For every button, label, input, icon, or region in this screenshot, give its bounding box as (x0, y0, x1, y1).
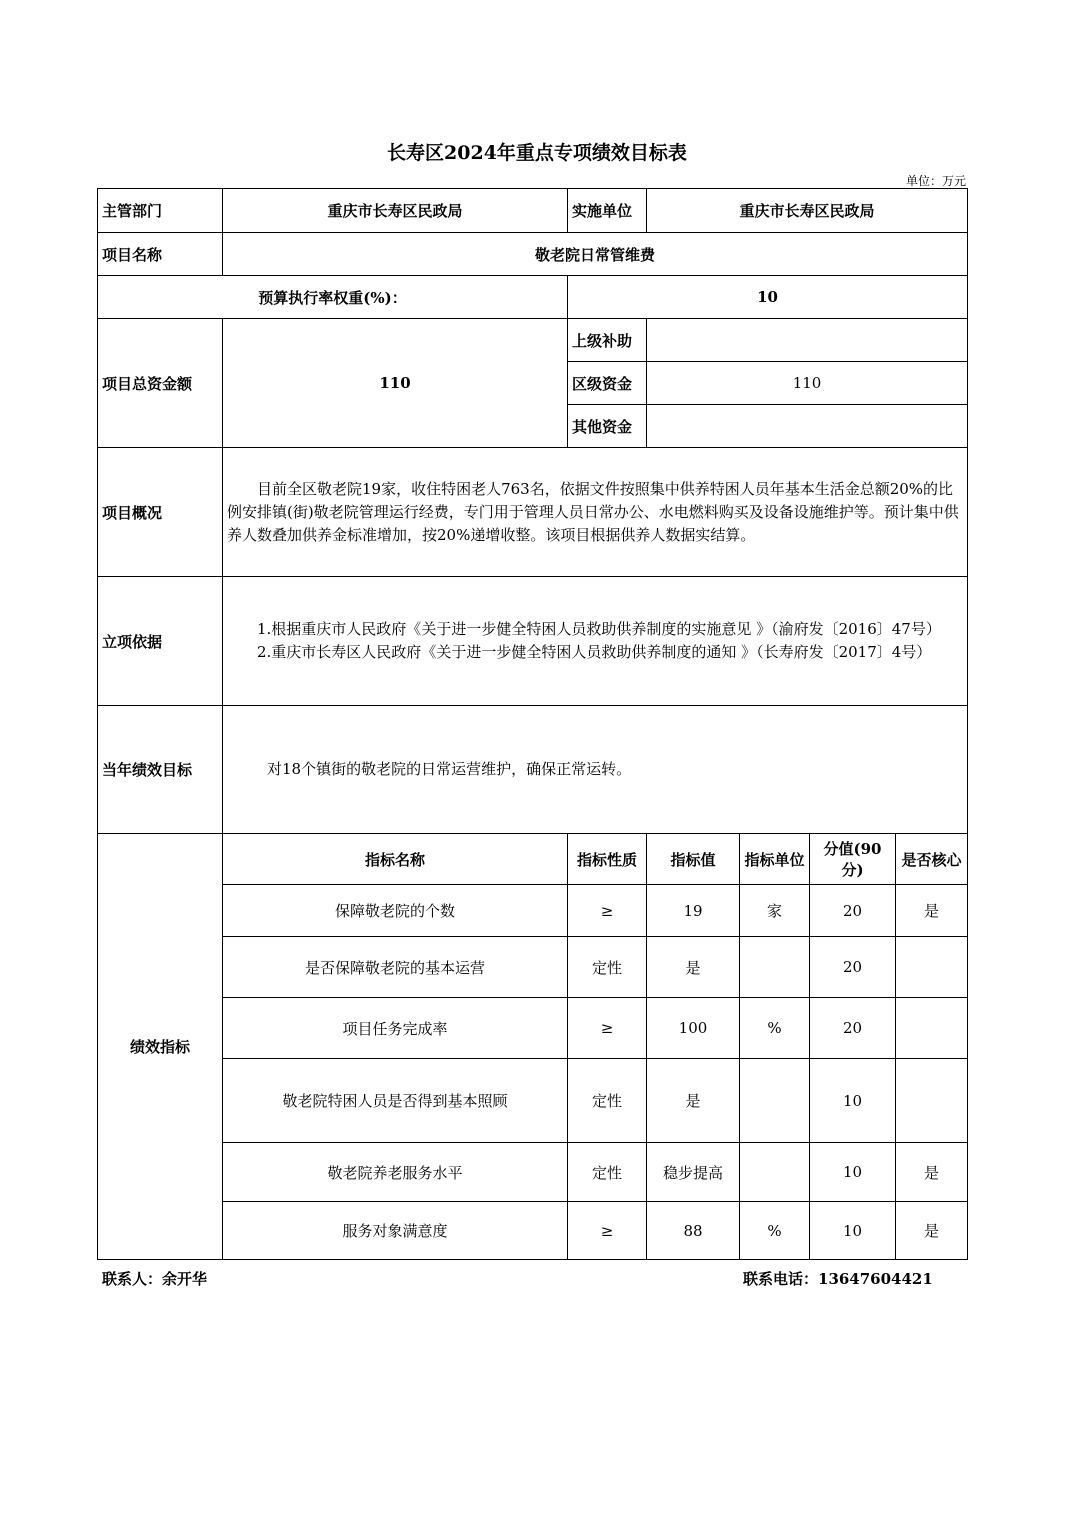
indicator-score: 10 (810, 1143, 896, 1202)
impl-value: 重庆市长寿区民政局 (647, 189, 968, 233)
budget-weight-value: 10 (568, 276, 968, 319)
indicator-nature: ≥ (568, 1202, 647, 1260)
goal-text: 对18个镇街的敬老院的日常运营维护，确保正常运转。 (223, 706, 968, 834)
indicator-unit (740, 1059, 810, 1143)
indicator-nature: ≥ (568, 998, 647, 1059)
overview-label: 项目概况 (98, 448, 223, 577)
indicator-unit: 家 (740, 885, 810, 937)
indicator-value: 19 (647, 885, 740, 937)
indicator-name: 服务对象满意度 (223, 1202, 568, 1260)
header-indicator-nature: 指标性质 (568, 834, 647, 885)
funds-total: 110 (223, 319, 568, 448)
page-title: 长寿区2024年重点专项绩效目标表 (387, 142, 687, 164)
indicator-value: 是 (647, 937, 740, 998)
header-indicator-value: 指标值 (647, 834, 740, 885)
indicator-core: 是 (896, 1202, 968, 1260)
header-indicator-score: 分值(90分) (810, 834, 896, 885)
header-indicator-name: 指标名称 (223, 834, 568, 885)
indicator-value: 88 (647, 1202, 740, 1260)
dept-value: 重庆市长寿区民政局 (223, 189, 568, 233)
basis-label: 立项依据 (98, 577, 223, 706)
indicator-nature: ≥ (568, 885, 647, 937)
indicator-value: 是 (647, 1059, 740, 1143)
indicator-name: 敬老院养老服务水平 (223, 1143, 568, 1202)
other-funds-label: 其他资金 (568, 405, 647, 448)
goal-label: 当年绩效目标 (98, 706, 223, 834)
indicator-unit (740, 937, 810, 998)
indicator-nature: 定性 (568, 1059, 647, 1143)
indicator-score: 20 (810, 937, 896, 998)
upper-funds-label: 上级补助 (568, 319, 647, 362)
district-funds-label: 区级资金 (568, 362, 647, 405)
indicator-nature: 定性 (568, 1143, 647, 1202)
basis-content (223, 577, 968, 706)
indicator-value: 稳步提高 (647, 1143, 740, 1202)
contact-phone: 联系电话：13647604421 (743, 1270, 933, 1288)
indicator-name: 保障敬老院的个数 (223, 885, 568, 937)
funds-label: 项目总资金额 (98, 319, 223, 448)
performance-table (97, 188, 968, 1260)
contact-person: 联系人：余开华 (102, 1270, 208, 1288)
indicators-label: 绩效指标 (98, 834, 223, 1260)
indicator-unit: % (740, 1202, 810, 1260)
indicator-score: 20 (810, 998, 896, 1059)
table-row (98, 998, 968, 1059)
indicator-core (896, 937, 968, 998)
project-name-label: 项目名称 (98, 233, 223, 276)
indicator-score: 10 (810, 1059, 896, 1143)
table-row (98, 1143, 968, 1202)
indicator-core: 是 (896, 1143, 968, 1202)
indicator-nature: 定性 (568, 937, 647, 998)
header-indicator-core: 是否核心 (896, 834, 968, 885)
project-name-value: 敬老院日常管维费 (223, 233, 968, 276)
indicator-name: 是否保障敬老院的基本运营 (223, 937, 568, 998)
indicator-unit: % (740, 998, 810, 1059)
indicator-value: 100 (647, 998, 740, 1059)
budget-weight-label: 预算执行率权重(%)： (98, 276, 568, 319)
table-row (98, 937, 968, 998)
unit-label: 单位：万元 (905, 174, 966, 188)
district-funds-value: 110 (647, 362, 968, 405)
impl-label: 实施单位 (568, 189, 647, 233)
indicator-unit (740, 1143, 810, 1202)
overview-text: 目前全区敬老院19家，收住特困老人763名，依据文件按照集中供养特困人员年基本生活金总额20%的比例安排镇(街)敬老院管理运行经费，专门用于管理人员日常办公、水电燃料购买及设备设施维护等。预计集中供养人数叠加供养金标准增加，按20%递增收整。该项目根据供养人数据实结算。 (223, 448, 968, 577)
upper-funds-value (647, 319, 968, 362)
indicator-score: 10 (810, 1202, 896, 1260)
indicator-name: 项目任务完成率 (223, 998, 568, 1059)
basis-line-2: 2.重庆市长寿区人民政府《关于进一步健全特困人员救助供养制度的通知 》（长寿府发〔2017〕4号） (257, 643, 932, 661)
other-funds-value (647, 405, 968, 448)
table-row (98, 1202, 968, 1260)
indicator-score: 20 (810, 885, 896, 937)
basis-line-1: 1.根据重庆市人民政府《关于进一步健全特困人员救助供养制度的实施意见 》（渝府发〔2016〕47号） (257, 620, 941, 638)
header-indicator-unit: 指标单位 (740, 834, 810, 885)
indicator-name: 敬老院特困人员是否得到基本照顾 (223, 1059, 568, 1143)
table-row (98, 1059, 968, 1143)
table-row (98, 885, 968, 937)
indicator-core (896, 1059, 968, 1143)
indicator-core (896, 998, 968, 1059)
dept-label: 主管部门 (98, 189, 223, 233)
indicator-core: 是 (896, 885, 968, 937)
